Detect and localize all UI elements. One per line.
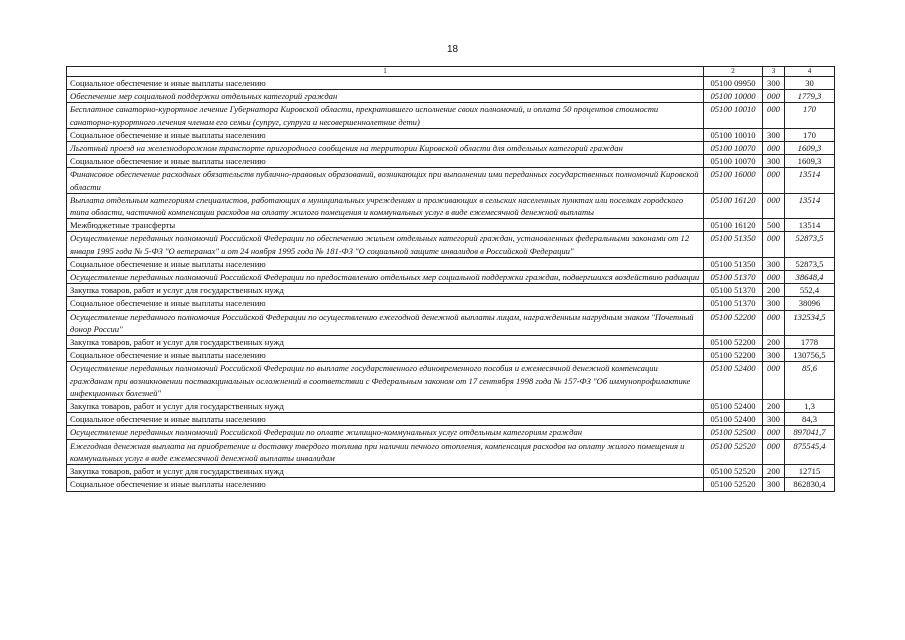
table-row <box>67 128 835 141</box>
row-code-cell: 05100 52200 <box>704 310 763 335</box>
row-code-cell: 05100 16120 <box>704 219 763 232</box>
row-name-cell: Социальное обеспечение и иные выплаты населению <box>67 297 704 310</box>
row-expense-type-cell: 000 <box>763 232 785 257</box>
row-name-cell: Осуществление переданных полномочий Российской Федерации по оплате жилищно-коммунальных услуг отдельным категориям граждан <box>67 426 704 439</box>
row-name-cell: Социальное обеспечение и иные выплаты населению <box>67 77 704 90</box>
row-expense-type-cell: 300 <box>763 297 785 310</box>
row-code-cell: 05100 51370 <box>704 271 763 284</box>
table-row <box>67 478 835 491</box>
row-code-cell: 05100 52400 <box>704 413 763 426</box>
row-name-cell: Межбюджетные трансферты <box>67 219 704 232</box>
row-name-cell: Социальное обеспечение и иные выплаты населению <box>67 257 704 270</box>
row-amount-cell: 132534,5 <box>785 310 835 335</box>
table-row <box>67 465 835 478</box>
row-expense-type-cell: 000 <box>763 439 785 464</box>
row-code-cell: 05100 10070 <box>704 155 763 168</box>
table-row <box>67 168 835 193</box>
row-amount-cell: 30 <box>785 77 835 90</box>
row-code-cell: 05100 10000 <box>704 90 763 103</box>
row-code-cell: 05100 10010 <box>704 103 763 128</box>
row-amount-cell: 52873,5 <box>785 232 835 257</box>
row-name-cell: Закупка товаров, работ и услуг для государственных нужд <box>67 465 704 478</box>
row-amount-cell: 862830,4 <box>785 478 835 491</box>
row-name-cell: Закупка товаров, работ и услуг для государственных нужд <box>67 336 704 349</box>
row-expense-type-cell: 300 <box>763 77 785 90</box>
row-code-cell: 05100 16120 <box>704 193 763 218</box>
row-code-cell: 05100 52520 <box>704 478 763 491</box>
row-expense-type-cell: 000 <box>763 310 785 335</box>
row-code-cell: 05100 51350 <box>704 257 763 270</box>
table-row <box>67 284 835 297</box>
row-amount-cell: 1,3 <box>785 400 835 413</box>
row-name-cell: Социальное обеспечение и иные выплаты населению <box>67 155 704 168</box>
row-name-cell: Социальное обеспечение и иные выплаты населению <box>67 349 704 362</box>
row-expense-type-cell: 000 <box>763 142 785 155</box>
row-name-cell: Ежегодная денежная выплата на приобретение и доставку твердого топлива при наличии печного отопления, компенсация расходов на оплату жилого помещения и коммунальных услуг в виде ежемесячной денежной выплаты инвалидам <box>67 439 704 464</box>
row-expense-type-cell: 000 <box>763 103 785 128</box>
row-amount-cell: 52873,5 <box>785 257 835 270</box>
table-row <box>67 310 835 335</box>
row-amount-cell: 1609,3 <box>785 155 835 168</box>
table-row <box>67 232 835 257</box>
row-name-cell: Льготный проезд на железнодорожном транспорте пригородного сообщения на территории Кировской области для отдельных категорий граждан <box>67 142 704 155</box>
row-code-cell: 05100 51370 <box>704 297 763 310</box>
row-name-cell: Осуществление переданных полномочий Российской Федерации по предоставлению отдельных мер социальной поддержки граждан, подвергшихся воздействию радиации <box>67 271 704 284</box>
row-amount-cell: 38096 <box>785 297 835 310</box>
row-name-cell: Закупка товаров, работ и услуг для государственных нужд <box>67 400 704 413</box>
row-name-cell: Финансовое обеспечение расходных обязательств публично-правовых образований, возникающих при выполнении ими переданных государственных полномочий Кировской области <box>67 168 704 193</box>
row-code-cell: 05100 52200 <box>704 349 763 362</box>
table-row <box>67 103 835 128</box>
row-name-cell: Обеспечение мер социальной поддержки отдельных категорий граждан <box>67 90 704 103</box>
row-expense-type-cell: 200 <box>763 336 785 349</box>
row-code-cell: 05100 52200 <box>704 336 763 349</box>
row-amount-cell: 552,4 <box>785 284 835 297</box>
row-amount-cell: 1778 <box>785 336 835 349</box>
row-amount-cell: 12715 <box>785 465 835 478</box>
row-amount-cell: 38648,4 <box>785 271 835 284</box>
row-amount-cell: 897041,7 <box>785 426 835 439</box>
row-amount-cell: 170 <box>785 128 835 141</box>
row-amount-cell: 13514 <box>785 193 835 218</box>
row-code-cell: 05100 51350 <box>704 232 763 257</box>
table-header-row <box>67 67 835 77</box>
row-code-cell: 05100 52520 <box>704 465 763 478</box>
row-amount-cell: 130756,5 <box>785 349 835 362</box>
row-code-cell: 05100 52520 <box>704 439 763 464</box>
table-row <box>67 77 835 90</box>
row-expense-type-cell: 500 <box>763 219 785 232</box>
row-code-cell: 05100 09950 <box>704 77 763 90</box>
row-expense-type-cell: 000 <box>763 168 785 193</box>
table-row <box>67 336 835 349</box>
row-code-cell: 05100 10010 <box>704 128 763 141</box>
row-expense-type-cell: 000 <box>763 426 785 439</box>
row-amount-cell: 1779,3 <box>785 90 835 103</box>
table-row <box>67 439 835 464</box>
row-amount-cell: 85,6 <box>785 362 835 400</box>
row-name-cell: Социальное обеспечение и иные выплаты населению <box>67 413 704 426</box>
row-expense-type-cell: 000 <box>763 193 785 218</box>
row-amount-cell: 13514 <box>785 219 835 232</box>
row-name-cell: Бесплатное санаторно-курортное лечение Губернатора Кировской области, прекратившего исполнение своих полномочий, и оплата 50 процентов стоимости санаторно-курортного лечения членам его семьи (супруг, супруга и несовершеннолетние дети) <box>67 103 704 128</box>
row-amount-cell: 84,3 <box>785 413 835 426</box>
header-col-3: 3 <box>763 67 785 77</box>
table-row <box>67 362 835 400</box>
header-col-4: 4 <box>785 67 835 77</box>
row-expense-type-cell: 300 <box>763 478 785 491</box>
table-row <box>67 257 835 270</box>
row-amount-cell: 13514 <box>785 168 835 193</box>
row-name-cell: Осуществление переданных полномочий Российской Федерации по выплате государственного единовременного пособия и ежемесячной денежной компенсации гражданам при возникновении поствакцинальных осложнений в соответствии с Федеральным законом от 17 сентября 1998 года № 157-ФЗ "Об иммунопрофилактике инфекционных болезней" <box>67 362 704 400</box>
row-name-cell: Социальное обеспечение и иные выплаты населению <box>67 128 704 141</box>
row-expense-type-cell: 200 <box>763 284 785 297</box>
header-col-1: 1 <box>67 67 704 77</box>
header-col-2: 2 <box>704 67 763 77</box>
page-number: 18 <box>446 44 459 55</box>
row-code-cell: 05100 16000 <box>704 168 763 193</box>
row-expense-type-cell: 300 <box>763 155 785 168</box>
row-expense-type-cell: 300 <box>763 349 785 362</box>
row-code-cell: 05100 51370 <box>704 284 763 297</box>
table-row <box>67 413 835 426</box>
row-code-cell: 05100 52500 <box>704 426 763 439</box>
row-code-cell: 05100 52400 <box>704 362 763 400</box>
row-name-cell: Социальное обеспечение и иные выплаты населению <box>67 478 704 491</box>
row-expense-type-cell: 200 <box>763 400 785 413</box>
row-amount-cell: 1609,3 <box>785 142 835 155</box>
row-expense-type-cell: 300 <box>763 413 785 426</box>
row-expense-type-cell: 000 <box>763 362 785 400</box>
table-row <box>67 426 835 439</box>
row-amount-cell: 875545,4 <box>785 439 835 464</box>
table-row <box>67 90 835 103</box>
row-expense-type-cell: 000 <box>763 271 785 284</box>
row-expense-type-cell: 300 <box>763 128 785 141</box>
row-name-cell: Осуществление переданных полномочий Российской Федерации по обеспечению жильем отдельных категорий граждан, установленных федеральными законами от 12 января 1995 года № 5-ФЗ "О ветеранах" и от 24 ноября 1995 года № 181-ФЗ "О социальной защите инвалидов в Российской Федерации" <box>67 232 704 257</box>
row-name-cell: Осуществление переданного полномочия Российской Федерации по осуществлению ежегодной денежной выплаты лицам, награжденным нагрудным знаком "Почетный донор России" <box>67 310 704 335</box>
row-code-cell: 05100 10070 <box>704 142 763 155</box>
row-amount-cell: 170 <box>785 103 835 128</box>
row-code-cell: 05100 52400 <box>704 400 763 413</box>
budget-table <box>66 66 835 492</box>
row-expense-type-cell: 200 <box>763 465 785 478</box>
table-row <box>67 349 835 362</box>
table-row <box>67 400 835 413</box>
row-name-cell: Закупка товаров, работ и услуг для государственных нужд <box>67 284 704 297</box>
row-expense-type-cell: 300 <box>763 257 785 270</box>
table-row <box>67 142 835 155</box>
row-name-cell: Выплата отдельным категориям специалистов, работающих в муниципальных учреждениях и проживающих в сельских населенных пунктах или поселках городского типа области, частичной компенсации расходов на оплату жилого помещения и коммунальных услуг в виде ежемесячной денежной выплаты <box>67 193 704 218</box>
table-row <box>67 297 835 310</box>
table-row <box>67 219 835 232</box>
table-row <box>67 271 835 284</box>
table-row <box>67 155 835 168</box>
table-row <box>67 193 835 218</box>
row-expense-type-cell: 000 <box>763 90 785 103</box>
